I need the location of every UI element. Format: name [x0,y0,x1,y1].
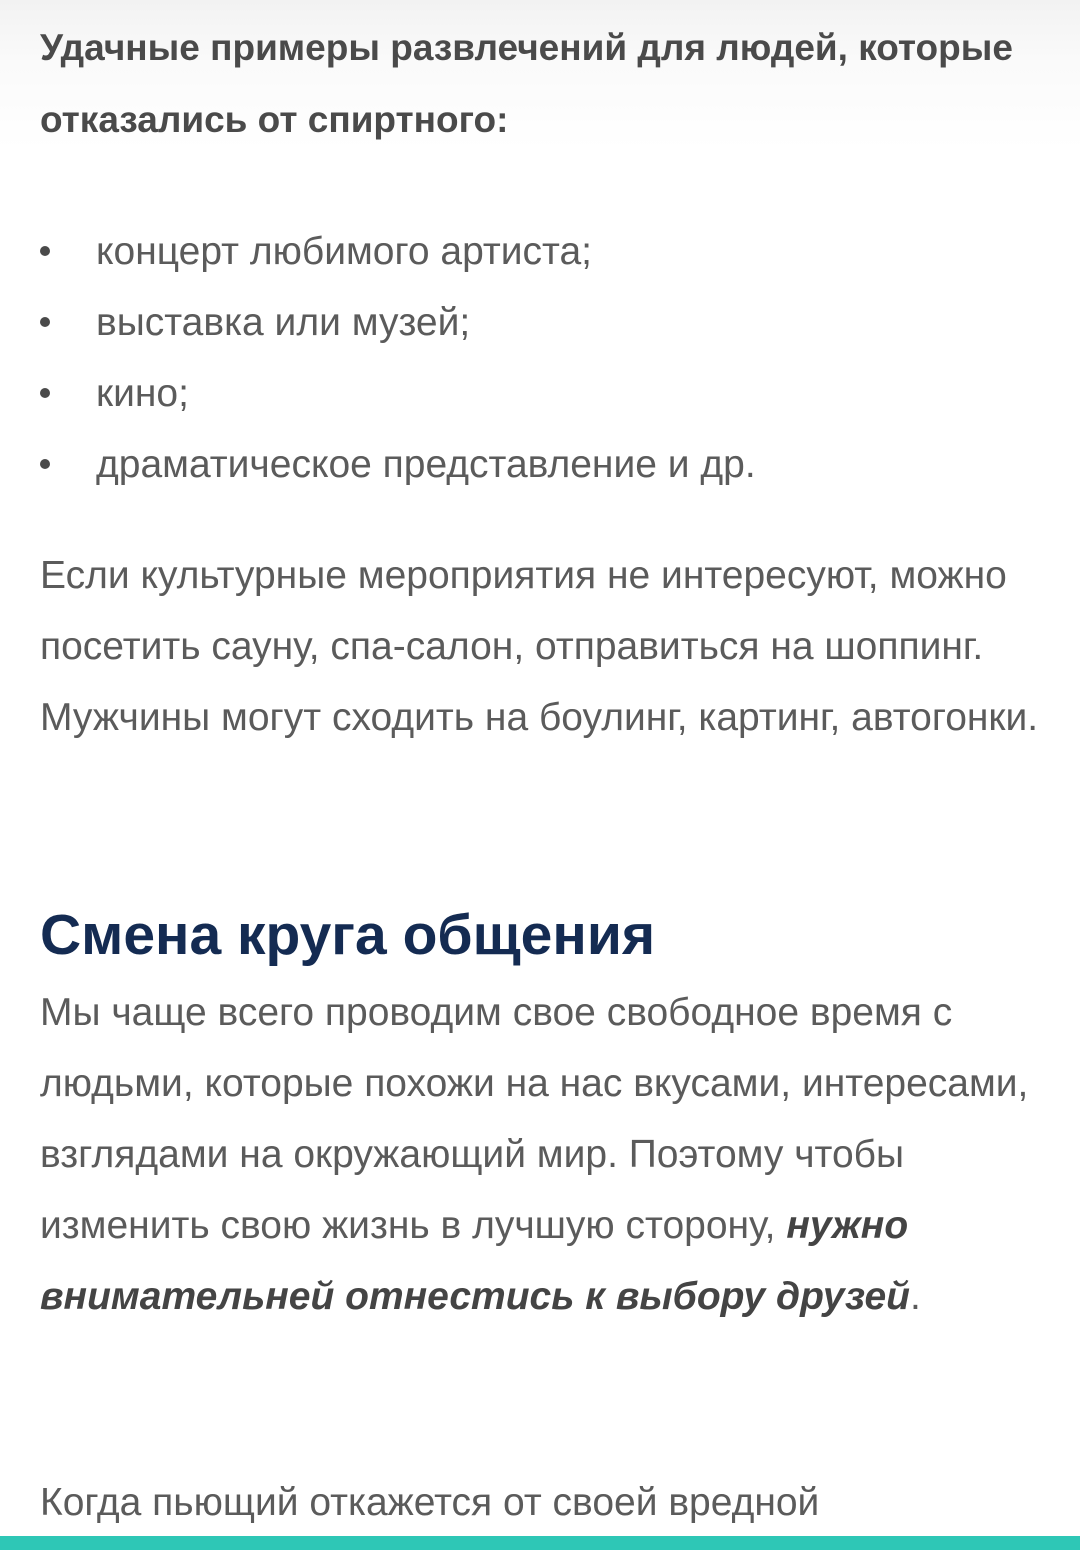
section-heading: Смена круга общения [40,903,656,967]
entertainment-list [40,216,1040,500]
list-item [40,358,1040,429]
bullet-icon [40,459,50,469]
paragraph-end: . [909,1275,921,1318]
list-item-text: концерт любимого артиста; [96,230,592,273]
list-item [40,216,1040,287]
bullet-icon [40,246,50,256]
bullet-icon [40,388,50,398]
intro-text: Удачные примеры развлечений для людей, которые отказались от спиртного: [40,27,1013,140]
list-item-text: драматическое представление и др. [96,443,756,486]
emphasis-text: нужно внимательней отнестись к выбору друзей [40,1204,910,1318]
list-item-text: выставка или музей; [96,301,471,344]
list-item [40,287,1040,358]
list-item-text: кино; [96,372,189,415]
list-item [40,429,1040,500]
bullet-icon [40,317,50,327]
paragraph-text: Мы чаще всего проводим свое свободное время с людьми, которые похожи на нас вкусами, интересами, взглядами на окружающий мир. Поэтому чтобы изменить свою жизнь в лучшую сторону, [40,991,1029,1247]
paragraph-social-circle [40,977,1050,1332]
paragraph-cutoff: Когда пьющий откажется от своей вредной [40,1481,820,1524]
paragraph-culture: Если культурные мероприятия не интересуют, можно посетить сауну, спа-салон, отправиться на шоппинг. Мужчины могут сходить на боулинг, картинг, автогонки. [40,554,1039,739]
accent-bar [0,1536,1080,1550]
